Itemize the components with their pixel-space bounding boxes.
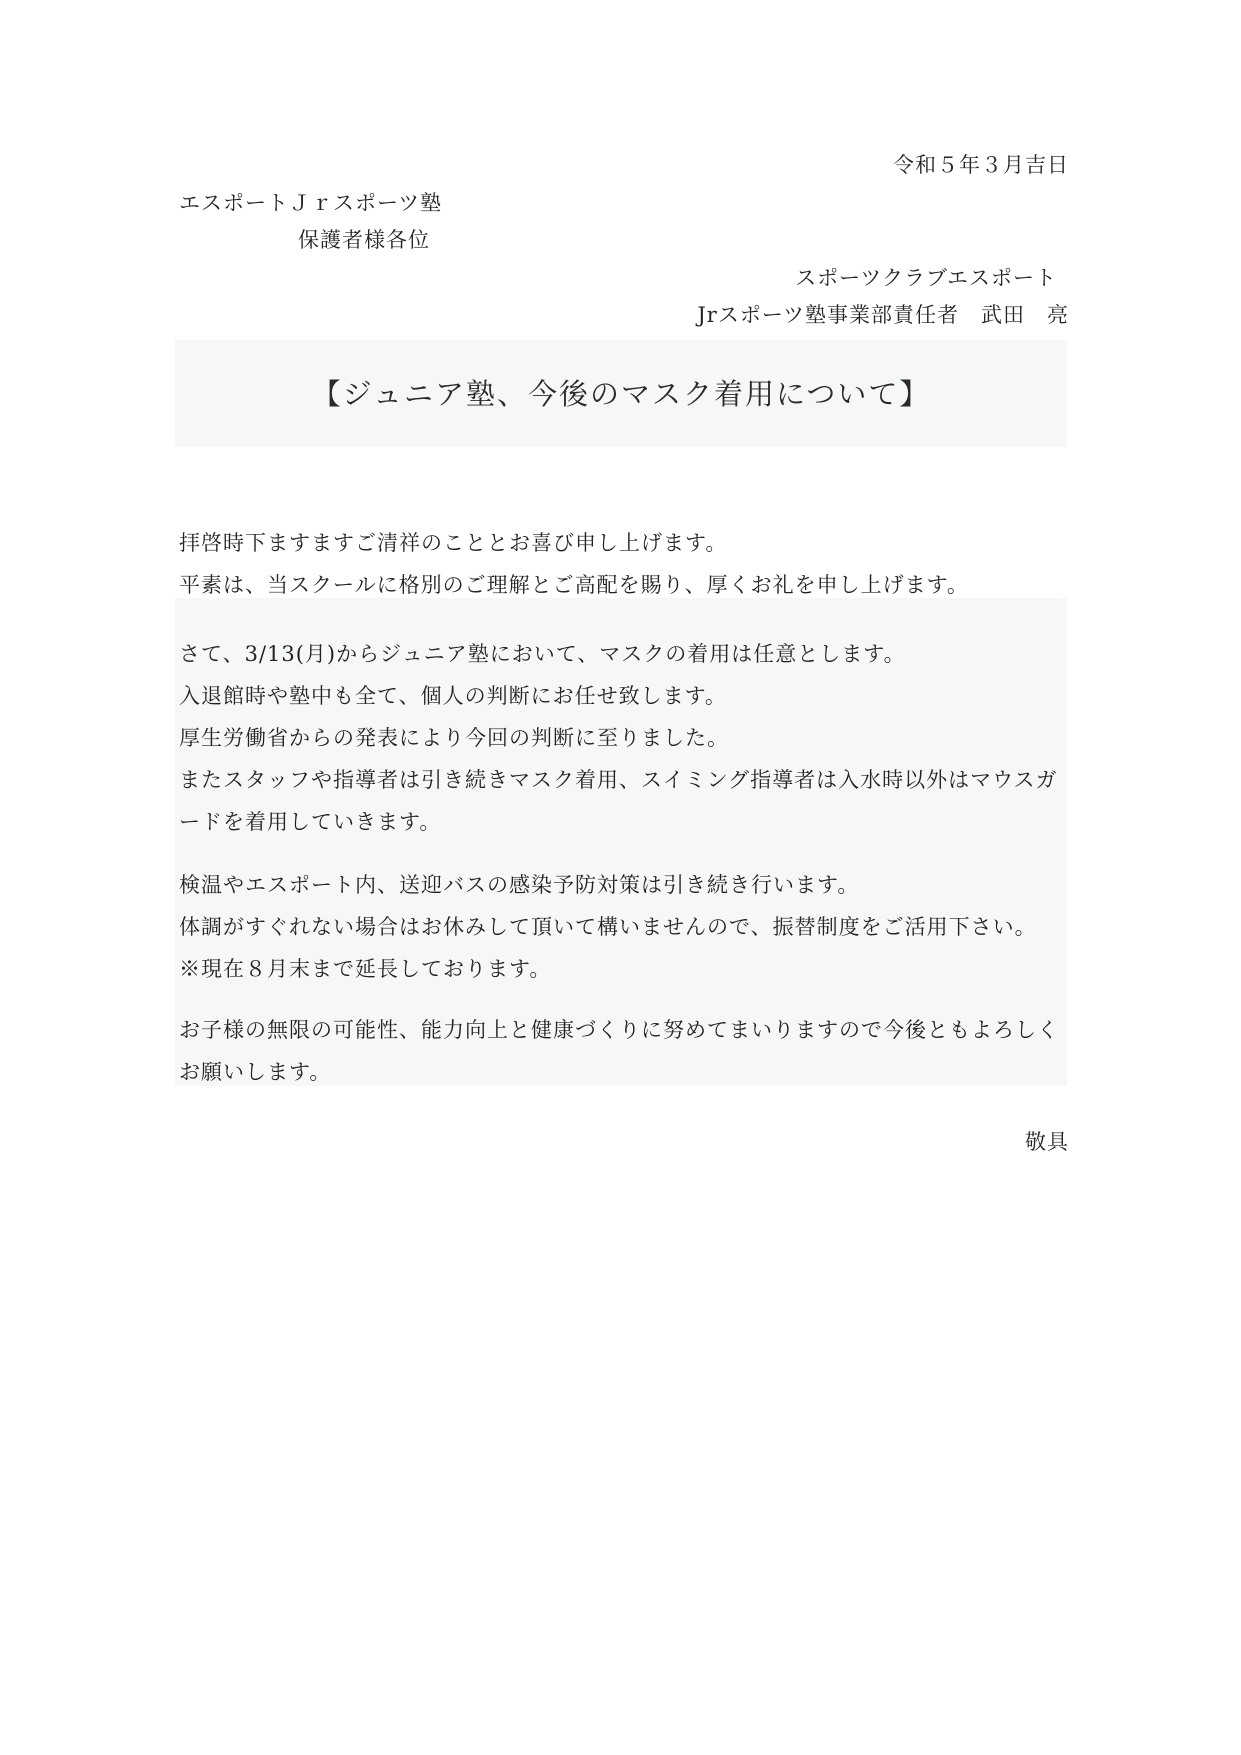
body-line: ードを着用していきます。 bbox=[179, 810, 442, 834]
greeting-paragraph bbox=[179, 522, 1063, 606]
body-line: 厚生労働省からの発表により今回の判断に至りました。 bbox=[179, 726, 729, 750]
closing-line: 敬具 bbox=[1025, 1130, 1069, 1154]
page-title: 【ジュニア塾、今後のマスク着用について】 bbox=[311, 376, 931, 411]
sender-org: スポーツクラブエスポート bbox=[795, 266, 1057, 290]
body-line: お願いします。 bbox=[179, 1060, 332, 1084]
sender-person: Jrスポーツ塾事業部責任者 武田 亮 bbox=[697, 303, 1069, 327]
body-line: ※現在８月末まで延長しております。 bbox=[179, 957, 552, 981]
greeting-line: 平素は、当スクールに格別のご理解とご高配を賜り、厚くお礼を申し上げます。 bbox=[179, 573, 969, 597]
body-line: またスタッフや指導者は引き続きマスク着用、スイミング指導者は入水時以外はマウスガ bbox=[179, 768, 1058, 792]
body-line: 入退館時や塾中も全て、個人の判断にお任せ致します。 bbox=[179, 684, 727, 708]
body-line: お子様の無限の可能性、能力向上と健康づくりに努めてまいりますので今後ともよろしく bbox=[179, 1018, 1059, 1042]
body-block-mask-policy bbox=[179, 633, 1063, 843]
recipient-addressee: 保護者様各位 bbox=[298, 228, 430, 252]
body-line: さて、3/13(月)からジュニア塾において、マスクの着用は任意とします。 bbox=[179, 642, 906, 666]
body-block-prevention bbox=[179, 864, 1063, 990]
body-line: 体調がすぐれない場合はお休みして頂いて構いませんので、振替制度をご活用下さい。 bbox=[179, 915, 1037, 939]
body-line: 検温やエスポート内、送迎バスの感染予防対策は引き続き行います。 bbox=[179, 873, 860, 897]
body-block-closing-remarks bbox=[179, 1009, 1063, 1093]
greeting-line: 拝啓時下ますますご清祥のこととお喜び申し上げます。 bbox=[179, 531, 728, 555]
recipient-org: エスポートＪｒスポーツ塾 bbox=[179, 191, 443, 215]
date-line: 令和５年３月吉日 bbox=[893, 153, 1069, 177]
title-banner bbox=[175, 340, 1067, 447]
